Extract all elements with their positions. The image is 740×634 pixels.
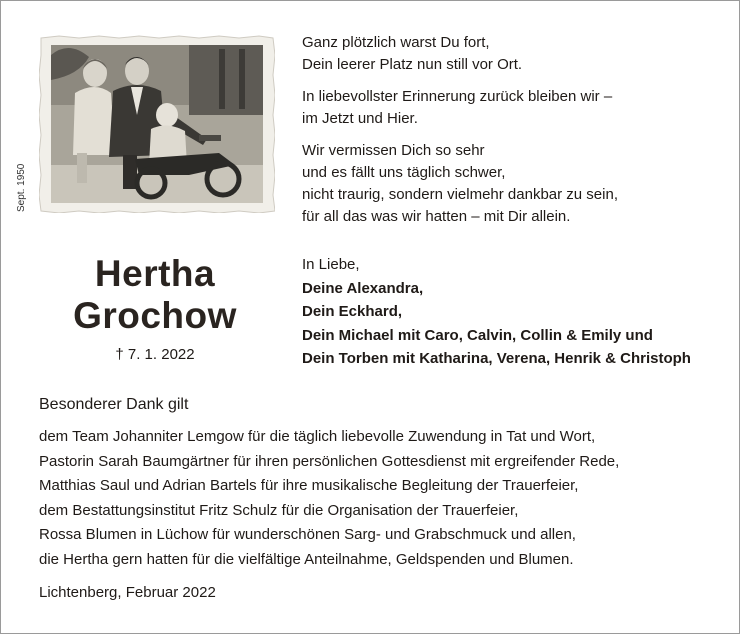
first-name: Hertha	[94, 253, 216, 294]
poem-stanza	[302, 32, 618, 76]
photo-image	[39, 35, 275, 213]
thanks-line: die Hertha gern hatten für die vielfältige Anteilnahme, Geldspenden und Blumen.	[39, 550, 574, 568]
family-photo	[39, 35, 275, 213]
poem-stanza	[302, 86, 618, 130]
poem-line: für all das was wir hatten – mit Dir allein.	[302, 208, 571, 225]
thanks-line: dem Bestattungsinstitut Fritz Schulz für die Organisation der Trauerfeier,	[39, 501, 519, 519]
thanks-title: Besonderer Dank gilt	[39, 396, 189, 413]
mourners	[302, 253, 691, 371]
poem-line: Wir vermissen Dich so sehr	[302, 142, 485, 159]
mourner-name: Deine Alexandra,	[302, 279, 424, 297]
poem-stanza	[302, 140, 618, 228]
thanks-line: Pastorin Sarah Baumgärtner für ihren persönlichen Gottesdienst mit ergreifender Rede,	[39, 452, 620, 470]
place-date: Lichtenberg, Februar 2022	[39, 584, 216, 601]
poem	[302, 32, 618, 238]
signoff-intro: In Liebe,	[302, 256, 360, 273]
poem-line: und es fällt uns täglich schwer,	[302, 164, 506, 181]
thanks-line: dem Team Johanniter Lemgow für die täglich liebevolle Zuwendung in Tat und Wort,	[39, 428, 596, 445]
poem-line: Dein leerer Platz nun still vor Ort.	[302, 56, 523, 73]
poem-line: nicht traurig, sondern vielmehr dankbar zu sein,	[302, 186, 618, 203]
mourner-name: Dein Eckhard,	[302, 303, 403, 320]
thanks-line: Rossa Blumen in Lüchow für wunderschönen Sarg- und Grabschmuck und allen,	[39, 526, 576, 543]
poem-line: In liebevollster Erinnerung zurück bleiben wir –	[302, 88, 613, 105]
thanks-text	[39, 425, 619, 572]
mourner-name: Dein Michael mit Caro, Calvin, Collin & Emily und	[302, 326, 653, 344]
death-date: † 7. 1. 2022	[115, 346, 195, 363]
thanks-line: Matthias Saul und Adrian Bartels für ihre musikalische Begleitung der Trauerfeier,	[39, 477, 579, 494]
poem-line: im Jetzt und Hier.	[302, 110, 418, 127]
poem-line: Ganz plötzlich warst Du fort,	[302, 34, 490, 51]
last-name: Grochow	[73, 295, 237, 336]
photo-caption: Sept. 1950	[16, 163, 27, 212]
mourner-name: Dein Torben mit Katharina, Verena, Henrik & Christoph	[302, 350, 691, 367]
